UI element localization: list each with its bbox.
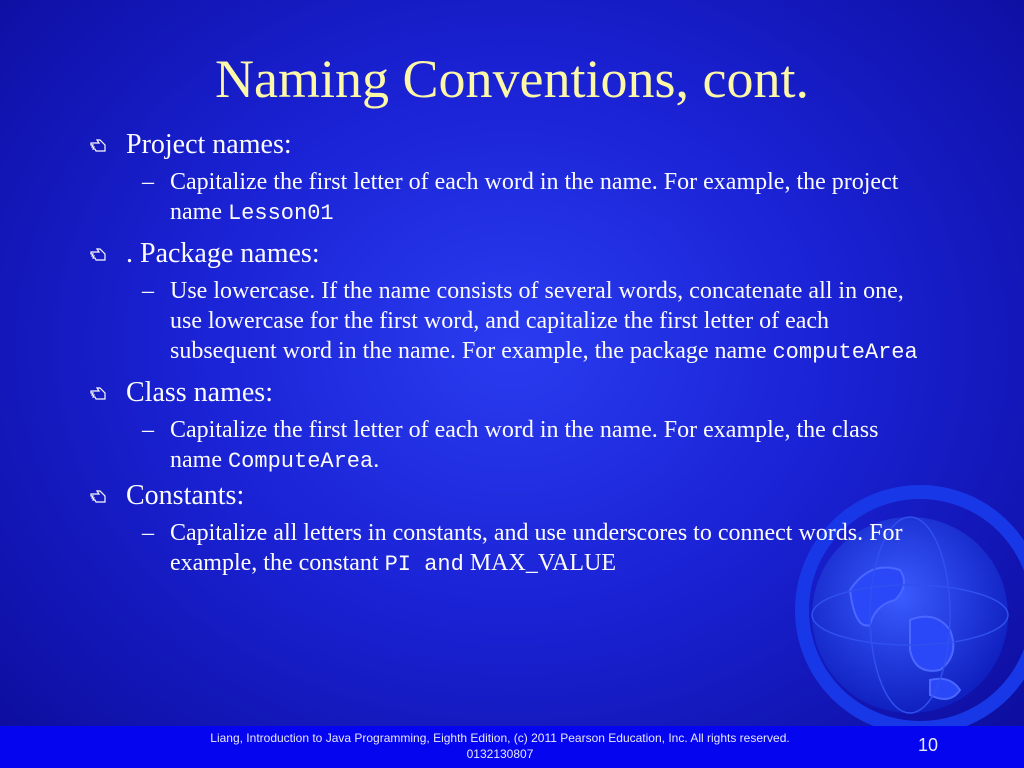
bullet-constants [90,479,930,512]
sub-bullet-package-names [90,276,930,368]
pointing-hand-icon [90,489,110,505]
bullet-heading: Project names: [126,129,292,160]
sub-text: Capitalize the first letter of each word in the name. For example, the class name [170,417,879,473]
bullet-project-names [90,128,930,161]
page-number: 10 [917,735,938,755]
bullet-heading: . Package names: [126,238,320,269]
code-example: computeArea [772,340,918,365]
bullet-package-names [90,237,930,270]
sub-trailing: . [373,447,380,473]
dash-marker: – [142,278,154,304]
pointing-hand-icon [90,247,110,263]
sub-bullet-project-names [90,167,930,229]
code-example: Lesson01 [227,201,334,226]
footer-copyright: Liang, Introduction to Java Programming, Eighth Edition, (c) 2011 Pearson Education, Inc. All rights reserved. 0132130807 [210,731,790,761]
sub-bullet-constants [90,518,930,580]
bullet-class-names [90,376,930,409]
bullet-heading: Class names: [126,377,273,408]
bullet-heading: Constants: [126,480,245,511]
sub-bullet-class-names [90,415,930,477]
dash-marker: – [142,520,154,546]
sub-text: Capitalize all letters in constants, and use underscores to connect words. For example, the constant [170,520,903,576]
bullet-list [90,128,930,580]
sub-trailing: MAX_VALUE [463,550,617,576]
code-example: ComputeArea [227,449,374,474]
slide-title: Naming Conventions, cont. [215,49,809,109]
code-example: PI and [384,552,464,577]
pointing-hand-icon [90,386,110,402]
sub-text: Capitalize the first letter of each word in the name. For example, the project name [170,169,899,225]
pointing-hand-icon [90,138,110,154]
dash-marker: – [142,169,154,195]
footer-bar [0,726,1024,768]
dash-marker: – [142,417,154,443]
sub-text: Use lowercase. If the name consists of several words, concatenate all in one, use lowercase for the first word, and capitalize the first letter of each subsequent word in the name. For example, the package name [170,278,904,364]
